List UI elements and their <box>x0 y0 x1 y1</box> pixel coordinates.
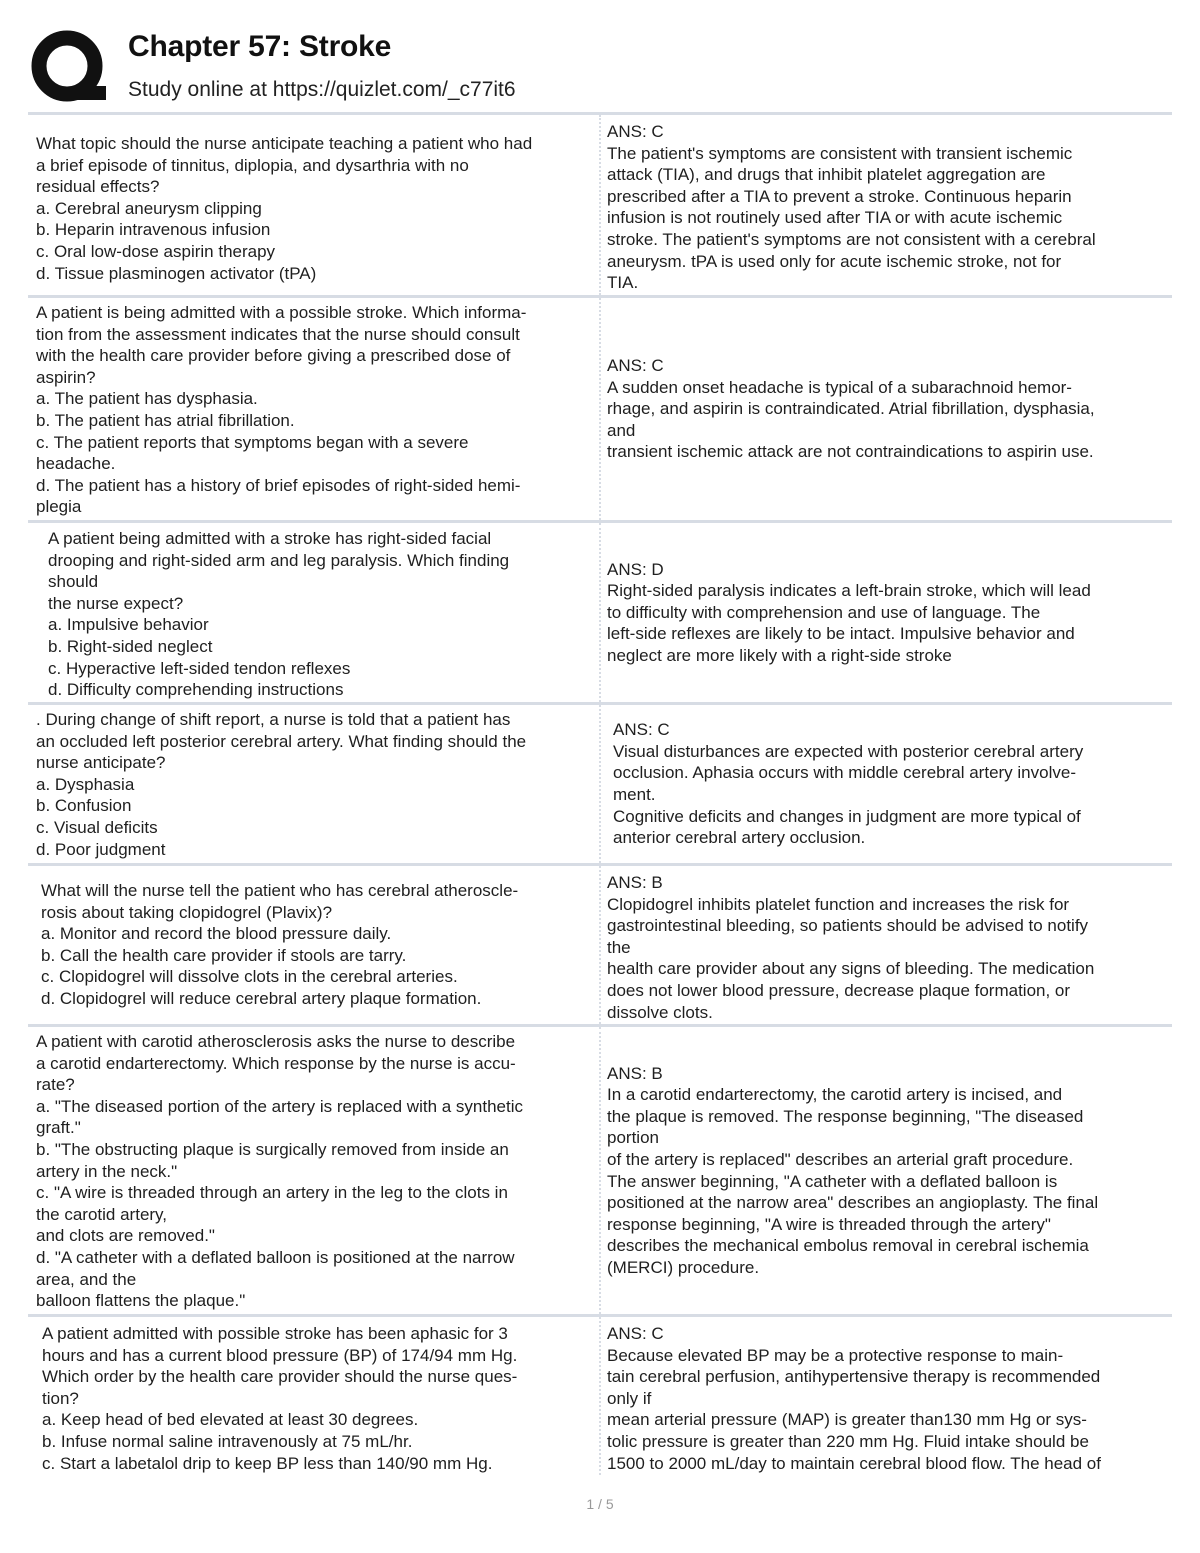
text-line: infusion is not routinely used after TIA or with acute ischemic <box>607 208 1063 228</box>
text-line: Because elevated BP may be a protective response to main- <box>607 1345 1064 1365</box>
text-line: b. Confusion <box>36 796 132 816</box>
text-line: d. Poor judgment <box>36 839 166 859</box>
text-line: does not lower blood pressure, decrease plaque formation, or <box>607 980 1071 1000</box>
flashcard <box>28 1027 1172 1317</box>
text-line: rate? <box>36 1075 75 1095</box>
text-line: health care provider about any signs of bleeding. The medication <box>607 959 1095 979</box>
text-line: Right-sided paralysis indicates a left-brain stroke, which will lead <box>607 581 1091 601</box>
text-line: A sudden onset headache is typical of a subarachnoid hemor- <box>607 377 1072 397</box>
text-line: aneurysm. tPA is used only for acute ischemic stroke, not for <box>607 251 1062 271</box>
text-line: d. Difficulty comprehending instructions <box>48 680 344 700</box>
text-line: a. Dysphasia <box>36 774 135 794</box>
text-line: rosis about taking clopidogrel (Plavix)? <box>41 902 333 922</box>
card-answer <box>601 866 1172 1024</box>
text-line: area, and the <box>36 1269 137 1289</box>
text-line: balloon flattens the plaque." <box>36 1291 246 1311</box>
text-line: Cognitive deficits and changes in judgment are more typical of <box>613 806 1081 826</box>
card-question <box>28 1317 601 1475</box>
card-answer <box>601 115 1172 295</box>
text-line: portion <box>607 1128 659 1148</box>
card-answer <box>601 1317 1172 1475</box>
flashcard <box>28 115 1172 298</box>
text-line: c. Start a labetalol drip to keep BP less than 140/90 mm Hg. <box>42 1453 493 1473</box>
text-line: plegia <box>36 497 82 517</box>
text-line: and <box>607 420 636 440</box>
flashcard <box>28 866 1172 1027</box>
text-line: A patient admitted with possible stroke has been aphasic for 3 <box>42 1324 508 1343</box>
text-line: a. "The diseased portion of the artery is replaced with a synthetic <box>36 1096 524 1116</box>
text-line: hours and has a current blood pressure (BP) of 174/94 mm Hg. <box>42 1345 518 1365</box>
card-answer <box>601 1027 1172 1314</box>
text-line: a. Monitor and record the blood pressure daily. <box>41 924 392 944</box>
card-question <box>28 523 601 702</box>
text-line: rhage, and aspirin is contraindicated. Atrial fibrillation, dysphasia, <box>607 399 1095 419</box>
text-line: the nurse expect? <box>48 593 184 613</box>
text-line: c. Clopidogrel will dissolve clots in the cerebral arteries. <box>41 967 458 987</box>
text-line: attack (TIA), and drugs that inhibit platelet aggregation are <box>607 165 1046 185</box>
text-line: A patient with carotid atherosclerosis asks the nurse to describe <box>36 1032 516 1051</box>
text-line: TIA. <box>607 273 639 293</box>
text-line: drooping and right-sided arm and leg paralysis. Which finding <box>48 550 510 570</box>
text-line: and clots are removed." <box>36 1226 215 1246</box>
text-line: of the artery is replaced" describes an arterial graft procedure. <box>607 1149 1074 1169</box>
text-line: Visual disturbances are expected with posterior cerebral artery <box>613 741 1084 761</box>
text-line: should <box>48 572 99 592</box>
text-line: The patient's symptoms are consistent with transient ischemic <box>607 143 1073 163</box>
text-line: tain cerebral perfusion, antihypertensive therapy is recommended <box>607 1367 1101 1387</box>
text-line: d. The patient has a history of brief episodes of right-sided hemi- <box>36 475 521 495</box>
text-line: ANS: C <box>607 122 664 141</box>
text-line: the carotid artery, <box>36 1204 168 1224</box>
card-question <box>28 705 601 863</box>
text-line: Clopidogrel inhibits platelet function and increases the risk for <box>607 894 1070 914</box>
text-line: A patient is being admitted with a possible stroke. Which informa- <box>36 303 527 322</box>
text-line: a brief episode of tinnitus, diplopia, and dysarthria with no <box>36 155 469 175</box>
text-line: d. Clopidogrel will reduce cerebral artery plaque formation. <box>41 988 482 1008</box>
text-line: an occluded left posterior cerebral artery. What finding should the <box>36 731 527 751</box>
page-title: Chapter 57: Stroke <box>128 30 392 63</box>
flashcard <box>28 705 1172 866</box>
text-line: headache. <box>36 454 116 474</box>
text-line: ment. <box>613 785 656 804</box>
text-line: artery in the neck." <box>36 1161 178 1181</box>
text-line: describes the mechanical embolus removal in cerebral ischemia <box>607 1236 1089 1256</box>
text-line: left-side reflexes are likely to be intact. Impulsive behavior and <box>607 624 1075 644</box>
text-line: transient ischemic attack are not contraindications to aspirin use. <box>607 442 1094 462</box>
text-line: the <box>607 937 631 957</box>
flashcard <box>28 1317 1172 1475</box>
text-line: c. Hyperactive left-sided tendon reflexes <box>48 658 351 678</box>
text-line: tolic pressure is greater than 220 mm Hg. Fluid intake should be <box>607 1431 1089 1451</box>
text-line: tion? <box>42 1388 79 1408</box>
text-line: 1500 to 2000 mL/day to maintain cerebral blood flow. The head of <box>607 1453 1101 1473</box>
study-link[interactable]: Study online at https://quizlet.com/_c77it6 <box>128 78 516 101</box>
text-line: dissolve clots. <box>607 1002 713 1022</box>
card-answer <box>601 298 1172 520</box>
text-line: The answer beginning, "A catheter with a deflated balloon is <box>607 1171 1058 1191</box>
text-line: ANS: C <box>607 1324 664 1343</box>
text-line: b. The patient has atrial fibrillation. <box>36 410 295 430</box>
text-line: a. Keep head of bed elevated at least 30 degrees. <box>42 1410 419 1430</box>
card-question <box>28 115 601 295</box>
text-line: a. Impulsive behavior <box>48 615 209 635</box>
text-line: d. Tissue plasminogen activator (tPA) <box>36 263 317 283</box>
card-answer <box>601 705 1172 863</box>
text-line: In a carotid endarterectomy, the carotid artery is incised, and <box>607 1085 1063 1105</box>
flashcard <box>28 298 1172 523</box>
text-line: to difficulty with comprehension and use of language. The <box>607 602 1041 622</box>
text-line: c. The patient reports that symptoms began with a severe <box>36 432 469 452</box>
text-line: b. Right-sided neglect <box>48 636 213 656</box>
text-line: prescribed after a TIA to prevent a stroke. Continuous heparin <box>607 186 1072 206</box>
text-line: aspirin? <box>36 367 96 387</box>
flashcard <box>28 523 1172 705</box>
text-line: ANS: C <box>607 356 664 376</box>
text-line: only if <box>607 1388 652 1408</box>
text-line: gastrointestinal bleeding, so patients should be advised to notify <box>607 916 1089 936</box>
text-line: c. Oral low-dose aspirin therapy <box>36 241 276 261</box>
text-line: anterior cerebral artery occlusion. <box>613 828 866 848</box>
text-line: b. Heparin intravenous infusion <box>36 220 271 240</box>
quizlet-q-logo-icon <box>30 28 108 108</box>
flashcard-list <box>28 112 1172 1475</box>
text-line: neglect are more likely with a right-side stroke <box>607 645 952 665</box>
text-line: tion from the assessment indicates that the nurse should consult <box>36 324 520 344</box>
page-indicator: 1 / 5 <box>586 1496 614 1512</box>
text-line: Which order by the health care provider should the nurse ques- <box>42 1367 518 1387</box>
text-line: residual effects? <box>36 177 160 197</box>
text-line: c. "A wire is threaded through an artery in the leg to the clots in <box>36 1183 508 1203</box>
text-line: b. Infuse normal saline intravenously at 75 mL/hr. <box>42 1431 413 1451</box>
text-line: with the health care provider before giving a prescribed dose of <box>36 346 511 366</box>
card-answer <box>601 523 1172 702</box>
text-line: stroke. The patient's symptoms are not consistent with a cerebral <box>607 229 1096 249</box>
text-line: a. The patient has dysphasia. <box>36 389 258 409</box>
text-line: What will the nurse tell the patient who has cerebral atheroscle- <box>41 881 519 900</box>
card-question <box>28 298 601 520</box>
text-line: b. Call the health care provider if stools are tarry. <box>41 945 407 965</box>
text-line: mean arterial pressure (MAP) is greater than130 mm Hg or sys- <box>607 1410 1087 1430</box>
text-line: the plaque is removed. The response beginning, "The diseased <box>607 1106 1084 1126</box>
text-line: ANS: C <box>613 720 670 740</box>
text-line: response beginning, "A wire is threaded through the artery" <box>607 1214 1051 1234</box>
card-question <box>28 1027 601 1314</box>
text-line: graft." <box>36 1118 81 1138</box>
text-line: . During change of shift report, a nurse is told that a patient has <box>36 710 511 729</box>
text-line: a. Cerebral aneurysm clipping <box>36 198 262 218</box>
text-line: (MERCI) procedure. <box>607 1257 760 1277</box>
text-line: nurse anticipate? <box>36 753 166 773</box>
text-line: positioned at the narrow area" describes an angioplasty. The final <box>607 1193 1099 1213</box>
text-line: ANS: B <box>607 1063 663 1083</box>
text-line: occlusion. Aphasia occurs with middle cerebral artery involve- <box>613 763 1076 783</box>
text-line: What topic should the nurse anticipate teaching a patient who had <box>36 134 533 153</box>
text-line: ANS: B <box>607 873 663 892</box>
text-line: a carotid endarterectomy. Which response by the nurse is accu- <box>36 1053 516 1073</box>
text-line: c. Visual deficits <box>36 817 158 837</box>
text-line: ANS: D <box>607 559 664 579</box>
text-line: d. "A catheter with a deflated balloon is positioned at the narrow <box>36 1247 515 1267</box>
text-line: b. "The obstructing plaque is surgically removed from inside an <box>36 1139 509 1159</box>
card-question <box>28 866 601 1024</box>
text-line: A patient being admitted with a stroke has right-sided facial <box>48 529 492 548</box>
